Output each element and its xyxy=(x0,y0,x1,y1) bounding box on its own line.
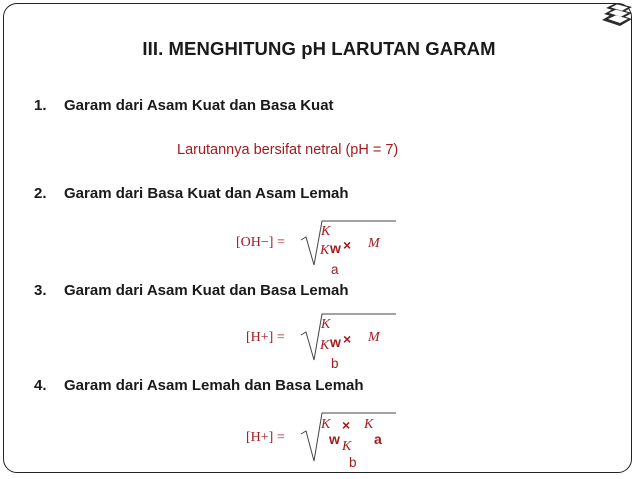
page-title: III. MENGHITUNG pH LARUTAN GARAM xyxy=(142,38,496,59)
formula-lhs: [OH−] = xyxy=(236,235,285,250)
formula-k-bottom: K xyxy=(342,439,352,454)
formula-m: M xyxy=(368,236,380,251)
times-sign: × xyxy=(342,417,351,433)
list-item-number: 2. xyxy=(34,185,47,202)
list-item-text: Garam dari Asam Lemah dan Basa Lemah xyxy=(64,377,364,394)
times-sign: × xyxy=(343,237,352,253)
list-item-number: 3. xyxy=(34,282,47,299)
formula-k-second: K xyxy=(364,417,374,432)
formula-lhs: [H+] = xyxy=(246,330,285,345)
formula-k-first: K xyxy=(321,417,331,432)
formula-subscript: b xyxy=(331,356,339,371)
formula-w: w xyxy=(330,334,341,350)
formula-subscript: b xyxy=(349,455,357,470)
formula-a: a xyxy=(374,431,382,447)
list-item-text: Garam dari Basa Kuat dan Asam Lemah xyxy=(64,185,349,202)
formula-w: w xyxy=(330,240,341,256)
formula-k-top: K xyxy=(321,224,331,239)
formula-k-top: K xyxy=(321,317,331,332)
list-item-number: 4. xyxy=(34,377,47,394)
formula-w: w xyxy=(329,431,340,447)
formula-lhs: [H+] = xyxy=(246,430,285,445)
list-item-text: Garam dari Asam Kuat dan Basa Kuat xyxy=(64,97,334,114)
times-sign: × xyxy=(343,331,352,347)
formula-k-bottom: K xyxy=(320,243,330,258)
formula-subscript: a xyxy=(331,262,339,277)
list-item-text: Garam dari Asam Kuat dan Basa Lemah xyxy=(64,282,349,299)
list-item-number: 1. xyxy=(34,97,47,114)
neutral-note: Larutannya bersifat netral (pH = 7) xyxy=(177,142,399,158)
formula-m: M xyxy=(368,330,380,345)
formula-k-bottom: K xyxy=(320,338,330,353)
